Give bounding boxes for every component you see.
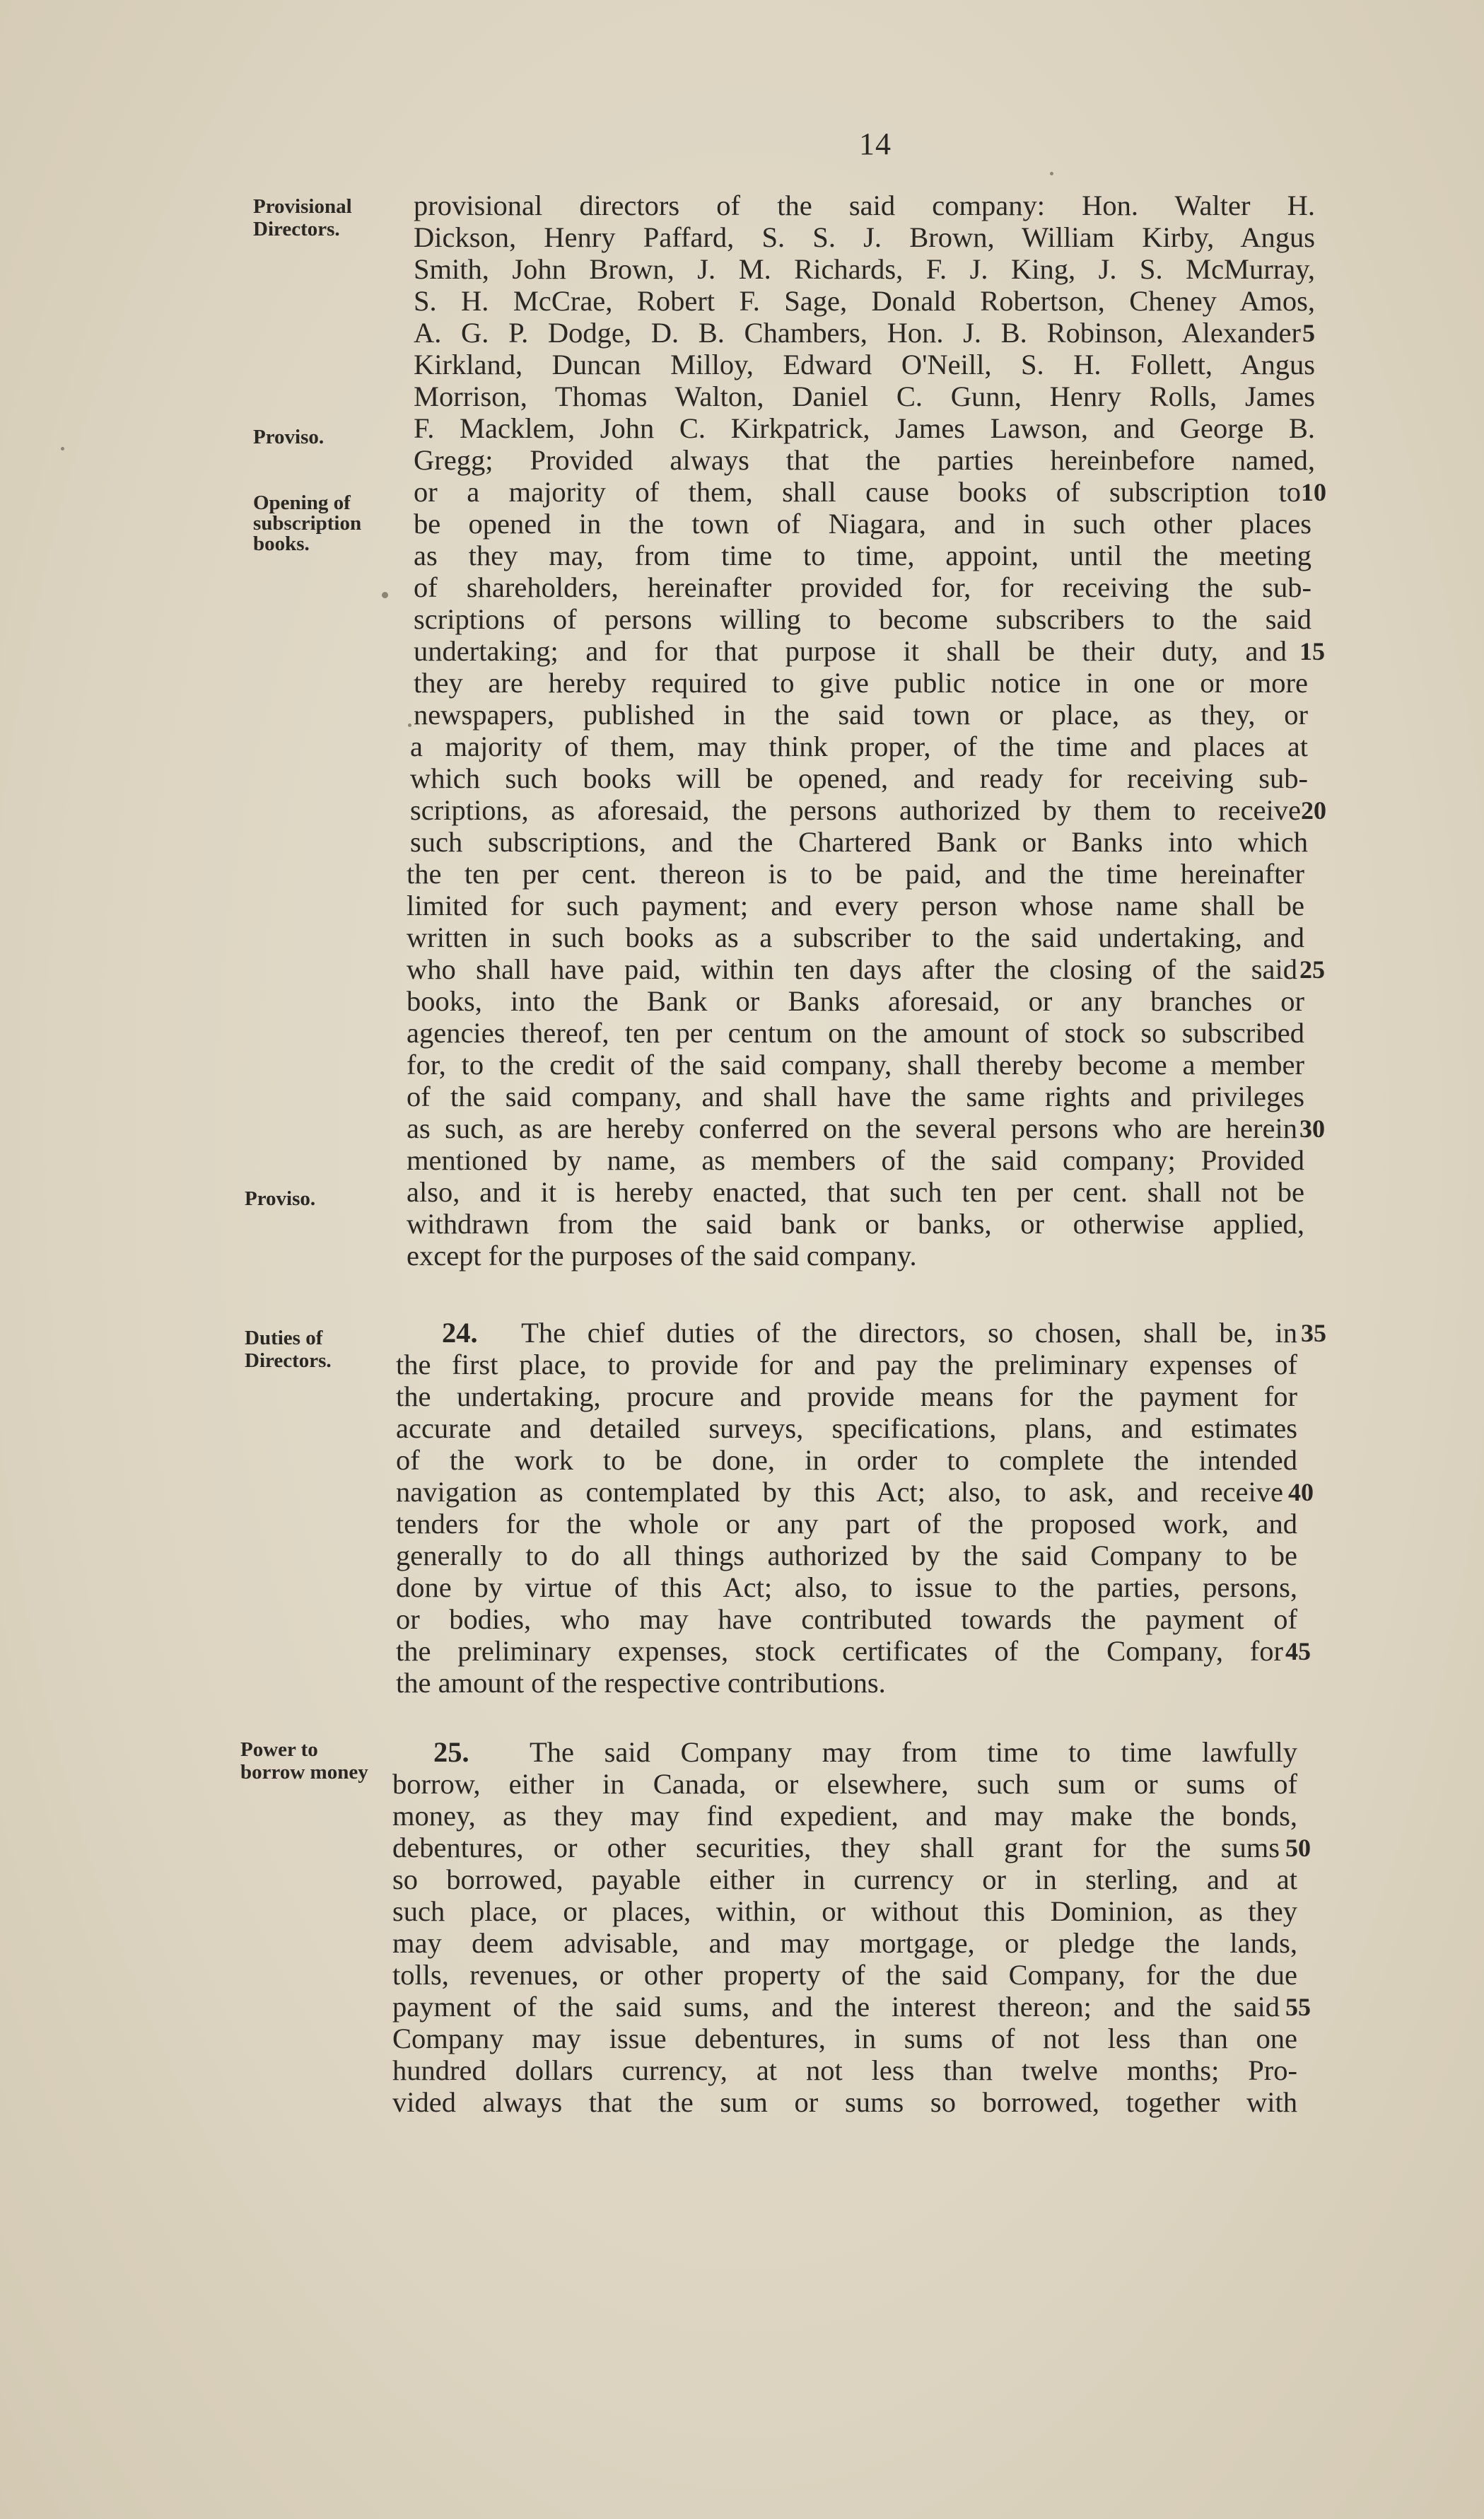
text-line: Morrison, Thomas Walton, Daniel C. Gunn, Henry Rolls, James (414, 380, 1315, 412)
text-line: hundred dollars currency, at not less than twelve months; Pro- (392, 2054, 1297, 2086)
margin-note-provisional: Provisional (253, 195, 352, 218)
text-line: may deem advisable, and may mortgage, or pledge the lands, (392, 1927, 1297, 1959)
text-line: they are hereby required to give public notice in one or more (414, 667, 1308, 699)
text-line: tolls, revenues, or other property of the said Company, for the due (392, 1959, 1297, 1991)
line-number-30: 30 (1299, 1115, 1325, 1143)
text-line: withdrawn from the said bank or banks, or otherwise applied, (407, 1208, 1304, 1240)
page-number: 14 (859, 127, 892, 161)
line-number-40: 40 (1288, 1478, 1314, 1506)
text-line: generally to do all things authorized by the said Company to be (396, 1540, 1297, 1571)
line-number-55: 55 (1285, 1993, 1311, 2021)
text-line: vided always that the sum or sums so borrowed, together with (392, 2086, 1297, 2118)
text-line: the first place, to provide for and pay the preliminary expenses of (396, 1349, 1297, 1380)
line-number-45: 45 (1285, 1637, 1311, 1665)
paper-speck (382, 592, 388, 598)
margin-note-duties-of: Duties of (245, 1327, 323, 1349)
text-line: Smith, John Brown, J. M. Richards, F. J. King, J. S. McMurray, (414, 253, 1315, 285)
text-line: agencies thereof, ten per centum on the amount of stock so subscribed (407, 1017, 1304, 1049)
text-line: the undertaking, procure and provide means for the payment for (396, 1380, 1297, 1412)
line-number-50: 50 (1285, 1834, 1311, 1862)
section-24-opening: The chief duties of the directors, so chosen, shall be, in (521, 1317, 1298, 1349)
text-line: Kirkland, Duncan Milloy, Edward O'Neill, S. H. Follett, Angus (414, 349, 1315, 380)
text-line: which such books will be opened, and ready for receiving sub- (410, 762, 1308, 794)
text-line: be opened in the town of Niagara, and in such other places (414, 508, 1311, 540)
margin-note-proviso-2: Proviso. (245, 1187, 316, 1210)
line-number-25: 25 (1299, 955, 1325, 984)
text-line: so borrowed, payable either in currency or in sterling, and at (392, 1863, 1297, 1895)
margin-note-proviso: Proviso. (253, 426, 325, 448)
margin-note-directors: Directors. (253, 218, 340, 240)
line-number-20: 20 (1301, 796, 1326, 825)
margin-note-subscription: subscription (253, 512, 362, 535)
text-line: scriptions, as aforesaid, the persons authorized by them to receive (410, 794, 1301, 826)
text-line: navigation as contemplated by this Act; also, to ask, and receive (396, 1476, 1283, 1508)
section-25-number: 25. (433, 1736, 469, 1768)
text-line: S. H. McCrae, Robert F. Sage, Donald Robertson, Cheney Amos, (414, 285, 1315, 317)
text-line: of shareholders, hereinafter provided for, for receiving the sub- (414, 571, 1311, 603)
text-line: such subscriptions, and the Chartered Bank or Banks into which (410, 826, 1308, 858)
text-line: the preliminary expenses, stock certificates of the Company, for (396, 1635, 1283, 1667)
text-line: for, to the credit of the said company, shall thereby become a member (407, 1049, 1304, 1081)
text-line: as they may, from time to time, appoint, until the meeting (414, 540, 1311, 571)
line-number-10: 10 (1301, 478, 1326, 506)
text-line: written in such books as a subscriber to the said undertaking, and (407, 921, 1304, 953)
text-line: A. G. P. Dodge, D. B. Chambers, Hon. J. B. Robinson, Alexander (414, 317, 1301, 349)
text-line: a majority of them, may think proper, of the time and places at (410, 731, 1308, 762)
text-line: borrow, either in Canada, or elsewhere, such sum or sums of (392, 1768, 1297, 1800)
line-number-15: 15 (1299, 637, 1325, 665)
paper-speck (408, 723, 411, 727)
text-line: mentioned by name, as members of the said company; Provided (407, 1144, 1304, 1176)
margin-note-directors-2: Directors. (245, 1349, 332, 1372)
text-line: of the said company, and shall have the same rights and privileges (407, 1081, 1304, 1112)
paper-speck (61, 447, 64, 450)
section-25-first-line (392, 1736, 1297, 1769)
section-25-opening: The said Company may from time to time lawfully (529, 1736, 1297, 1768)
text-line: newspapers, published in the said town or place, as they, or (414, 699, 1308, 731)
paper-speck (1050, 172, 1053, 175)
text-line: also, and it is hereby enacted, that such ten per cent. shall not be (407, 1176, 1304, 1208)
text-line: as such, as are hereby conferred on the several persons who are herein (407, 1112, 1297, 1144)
text-line: accurate and detailed surveys, specifications, plans, and estimates (396, 1412, 1297, 1444)
text-line: or bodies, who may have contributed towards the payment of (396, 1603, 1297, 1635)
text-line: payment of the said sums, and the interest thereon; and the said (392, 1991, 1280, 2023)
margin-note-power-to: Power to (240, 1738, 318, 1761)
margin-note-borrow-money: borrow money (240, 1761, 368, 1784)
text-line: done by virtue of this Act; also, to issue to the parties, persons, (396, 1571, 1297, 1603)
text-line: money, as they may find expedient, and may make the bonds, (392, 1800, 1297, 1832)
text-line: books, into the Bank or Banks aforesaid, or any branches or (407, 985, 1304, 1017)
text-line: of the work to be done, in order to complete the intended (396, 1444, 1297, 1476)
text-line: debentures, or other securities, they shall grant for the sums (392, 1832, 1280, 1863)
line-number-35: 35 (1301, 1319, 1326, 1347)
section-24-first-line (396, 1317, 1297, 1349)
text-line: Company may issue debentures, in sums of not less than one (392, 2023, 1297, 2054)
margin-note-opening-of: Opening of (253, 491, 351, 514)
text-line: scriptions of persons willing to become subscribers to the said (414, 603, 1311, 635)
text-line: Gregg; Provided always that the parties hereinbefore named, (414, 444, 1315, 476)
text-line: the amount of the respective contributions. (396, 1667, 886, 1699)
text-line: such place, or places, within, or without this Dominion, as they (392, 1895, 1297, 1927)
text-line: F. Macklem, John C. Kirkpatrick, James Lawson, and George B. (414, 412, 1315, 444)
text-line: or a majority of them, shall cause books of subscription to (414, 476, 1301, 508)
margin-note-books: books. (253, 533, 310, 555)
text-line: the ten per cent. thereon is to be paid, and the time hereinafter (407, 858, 1304, 890)
text-line: tenders for the whole or any part of the proposed work, and (396, 1508, 1297, 1540)
text-line: Dickson, Henry Paffard, S. S. J. Brown, William Kirby, Angus (414, 221, 1315, 253)
text-line: provisional directors of the said company: Hon. Walter H. (414, 190, 1315, 221)
line-number-5: 5 (1302, 319, 1315, 347)
text-line: except for the purposes of the said company. (407, 1240, 917, 1272)
section-24-number: 24. (442, 1317, 478, 1349)
text-line: who shall have paid, within ten days after the closing of the said (407, 953, 1297, 985)
text-line: limited for such payment; and every person whose name shall be (407, 890, 1304, 921)
text-line: undertaking; and for that purpose it shall be their duty, and (414, 635, 1287, 667)
